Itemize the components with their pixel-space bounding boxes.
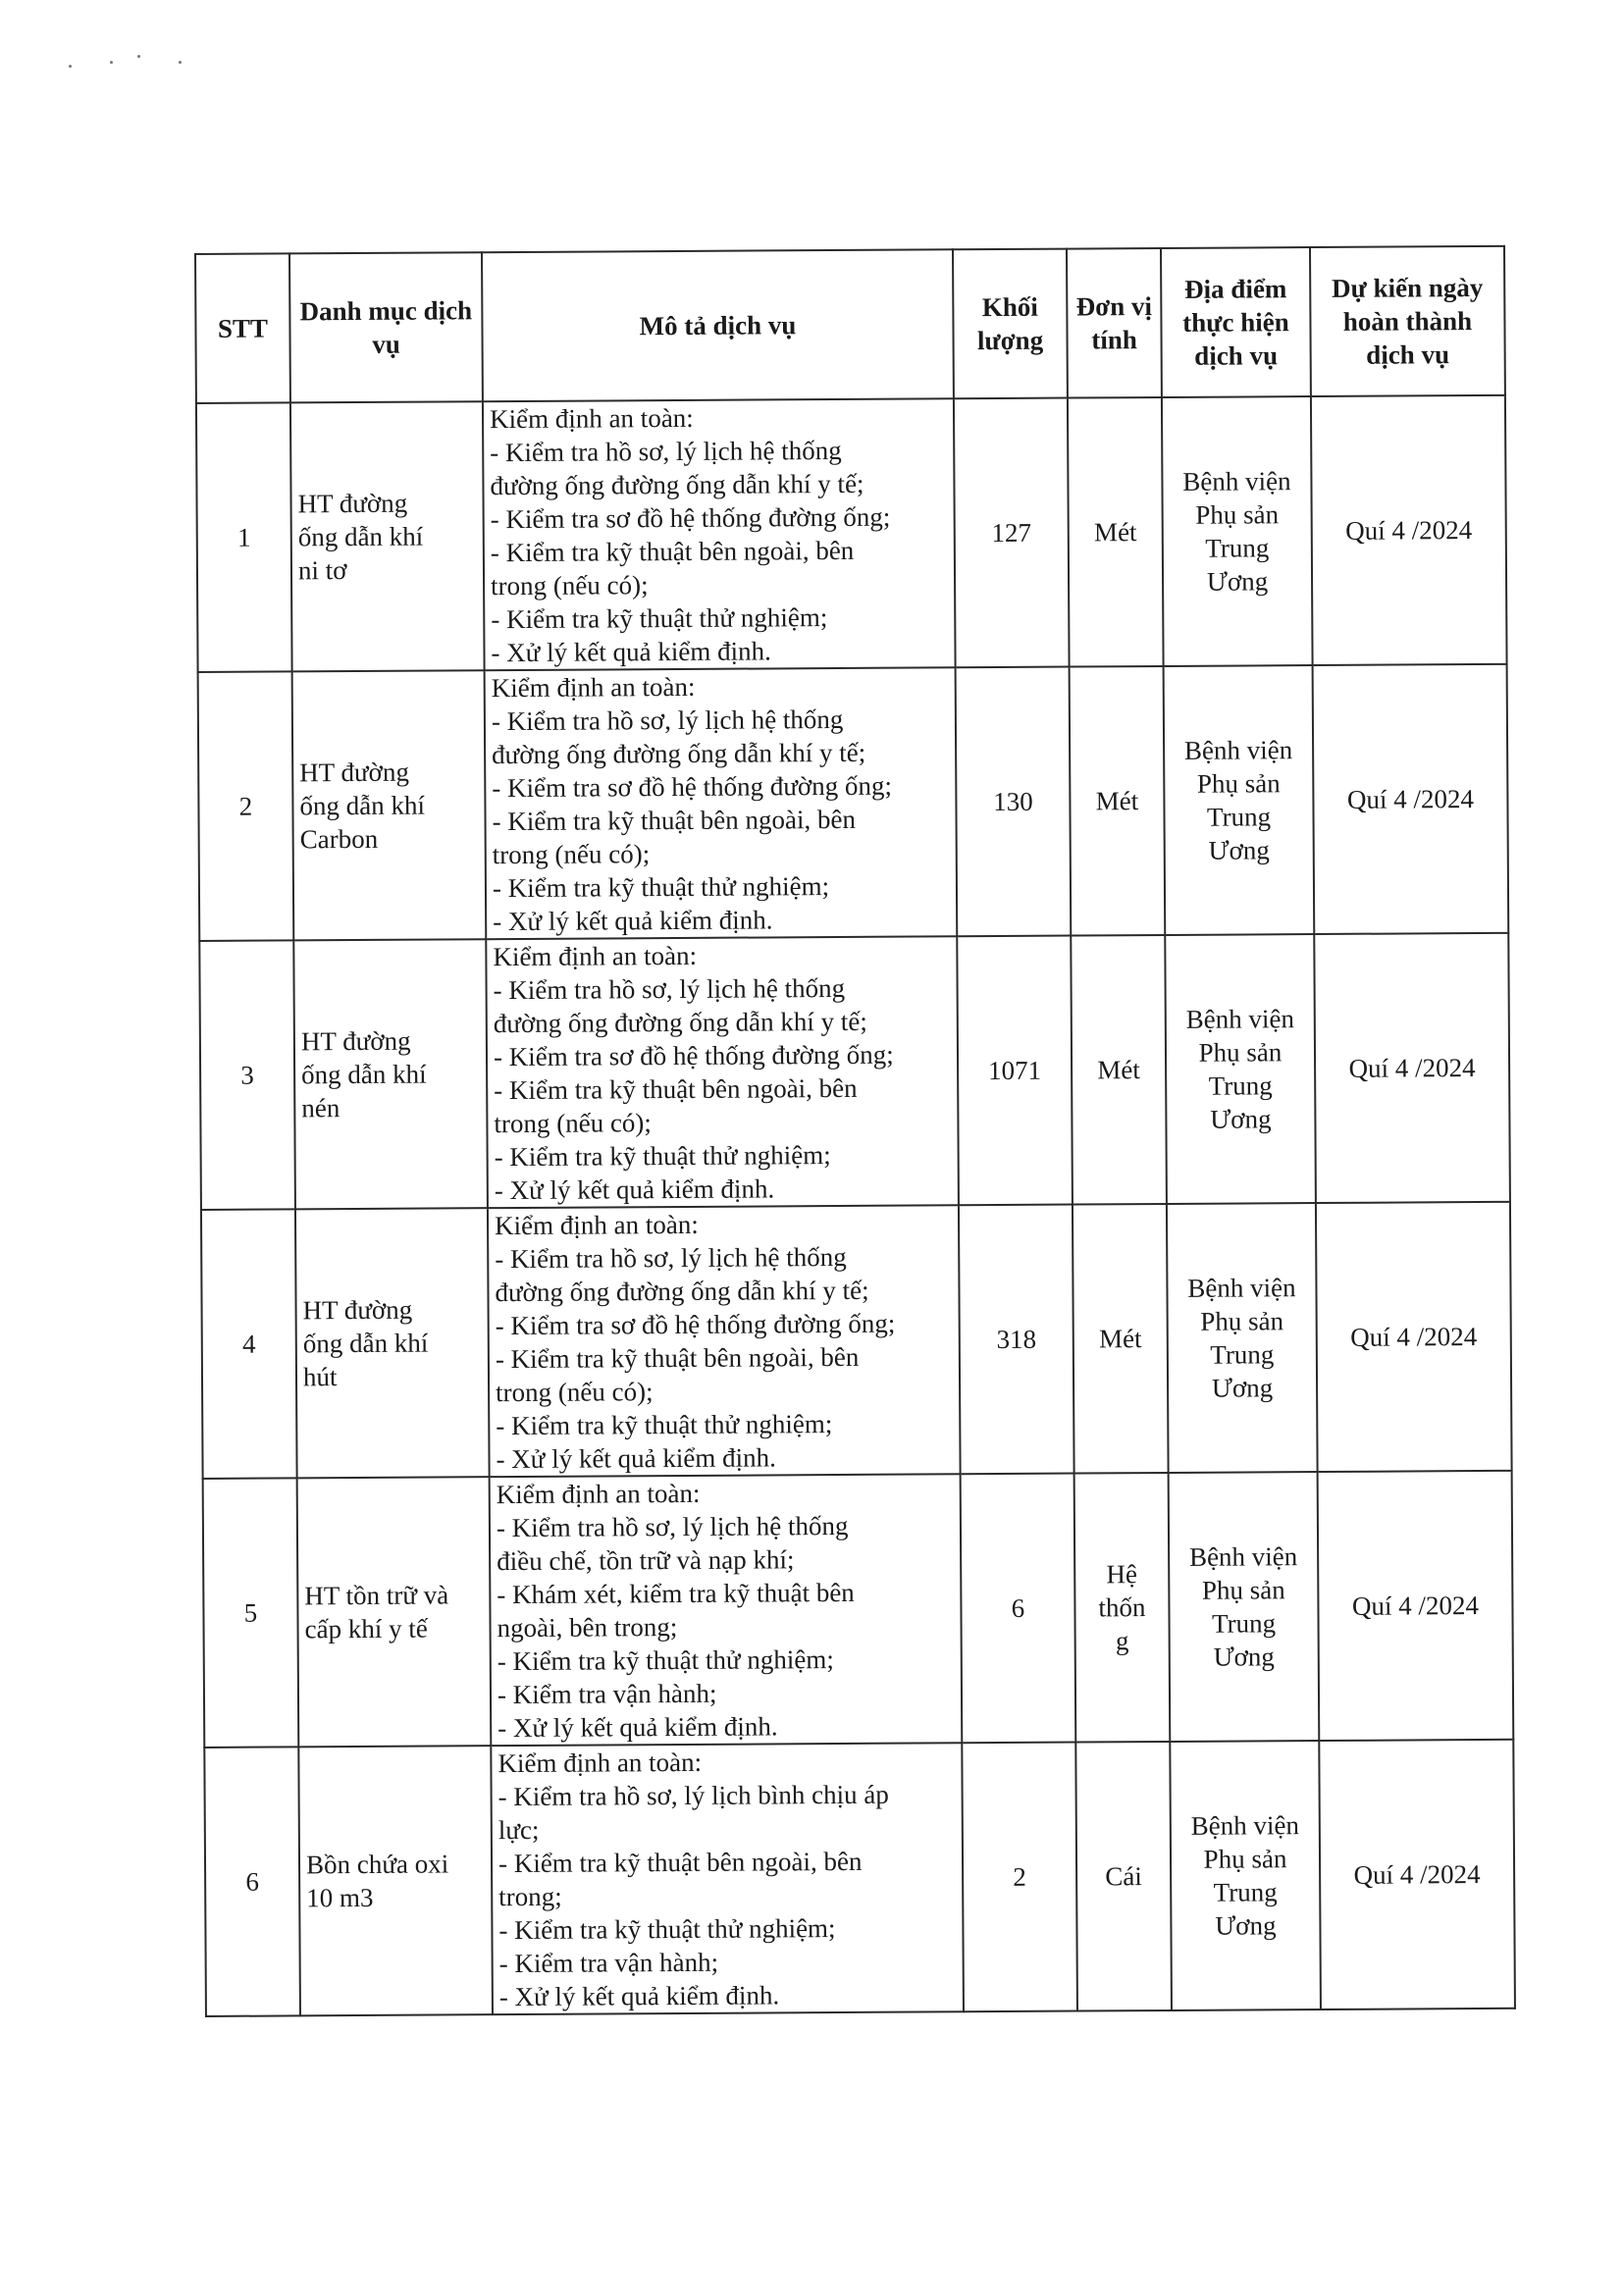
cell-expected-date-text: Quí 4 /2024 — [1351, 1591, 1480, 1621]
cell-stt — [199, 940, 295, 1210]
table-row — [204, 1740, 1515, 2016]
cell-expected-date-text: Quí 4 /2024 — [1346, 784, 1475, 814]
cell-location — [1164, 665, 1315, 935]
cell-location — [1170, 1741, 1321, 2010]
cell-stt-text: 1 — [236, 522, 251, 552]
description-line: - Xử lý kết quả kiểm định. — [493, 905, 773, 937]
cell-category-text: HT đường ống dẫn khí nén — [300, 1025, 427, 1123]
header-unit: Đơn vị tính — [1067, 248, 1162, 398]
cell-category-text: HT đường ống dẫn khí ni tơ — [297, 488, 424, 586]
description-line: - Kiểm tra kỹ thuật bên ngoài, bên — [495, 1341, 860, 1375]
cell-description — [485, 667, 958, 939]
cell-description — [486, 936, 959, 1208]
description-line: Kiểm định an toàn: — [493, 940, 698, 972]
cell-expected-date — [1313, 664, 1509, 934]
cell-expected-date — [1314, 933, 1510, 1203]
cell-unit — [1071, 935, 1167, 1205]
cell-stt-text: 4 — [241, 1329, 256, 1359]
cell-category — [297, 1477, 492, 1747]
cell-category — [295, 1208, 490, 1478]
table-row — [203, 1471, 1514, 1748]
cell-stt-text: 6 — [245, 1866, 259, 1897]
description-line: đường ống đường ống dẫn khí y tế; — [490, 468, 864, 501]
cell-location-text: Bệnh viện Phụ sản Trung Ương — [1190, 1810, 1300, 1941]
description-line: trong (nếu có); — [492, 839, 651, 870]
service-table — [194, 245, 1516, 2017]
header-description: Mô tả dịch vụ — [482, 249, 954, 401]
description-line: đường ống đường ống dẫn khí y tế; — [492, 737, 866, 770]
cell-description — [483, 398, 956, 670]
description-line: - Xử lý kết quả kiểm định. — [491, 636, 771, 668]
cell-category — [292, 670, 487, 940]
scan-speck — [69, 65, 72, 68]
description-line: Kiểm định an toàn: — [491, 671, 696, 704]
cell-unit — [1068, 397, 1164, 667]
cell-quantity-text: 2 — [1013, 1861, 1026, 1892]
cell-location — [1167, 1203, 1318, 1473]
cell-quantity — [957, 936, 1073, 1206]
description-line: - Kiểm tra hồ sơ, lý lịch hệ thống — [496, 1510, 849, 1543]
description-line: - Kiểm tra hồ sơ, lý lịch hệ thống — [491, 704, 844, 737]
description-line: Kiểm định an toàn: — [497, 1747, 703, 1779]
cell-quantity — [962, 1743, 1077, 2012]
cell-quantity-text: 127 — [991, 517, 1032, 548]
description-line: đường ống đường ống dẫn khí y tế; — [493, 1006, 867, 1039]
table-row — [198, 664, 1509, 941]
cell-description — [491, 1743, 964, 2014]
cell-expected-date-text: Quí 4 /2024 — [1350, 1322, 1478, 1352]
cell-stt — [204, 1747, 300, 2016]
cell-unit-text: Mét — [1093, 517, 1137, 548]
description-line: - Xử lý kết quả kiểm định. — [497, 1711, 778, 1744]
description-line: Kiểm định an toàn: — [489, 402, 694, 435]
cell-stt — [201, 1209, 297, 1479]
description-line: trong; — [498, 1881, 562, 1912]
cell-category-text: HT tồn trữ và cấp khí y tế — [304, 1580, 449, 1644]
cell-location — [1162, 396, 1313, 666]
cell-description — [490, 1474, 963, 1746]
cell-stt-text: 3 — [240, 1060, 254, 1090]
cell-location — [1169, 1472, 1320, 1742]
scan-speck — [110, 61, 113, 64]
table-body — [196, 395, 1515, 2016]
cell-unit-text: Cái — [1105, 1861, 1142, 1892]
cell-unit — [1075, 1742, 1172, 2011]
description-line: đường ống đường ống dẫn khí y tế; — [495, 1275, 869, 1308]
cell-description — [488, 1205, 961, 1477]
description-line: - Kiểm tra kỹ thuật bên ngoài, bên — [494, 1072, 858, 1106]
description-line: - Kiểm tra kỹ thuật thử nghiệm; — [491, 602, 828, 635]
cell-stt — [203, 1478, 299, 1748]
description-line: Kiểm định an toàn: — [496, 1478, 701, 1510]
description-line: trong (nếu có); — [494, 1108, 652, 1139]
scan-speck — [179, 61, 182, 64]
description-line: - Kiểm tra sơ đồ hệ thống đường ống; — [495, 1308, 896, 1341]
cell-unit — [1073, 1204, 1169, 1474]
header-expected-date: Dự kiến ngày hoàn thành dịch vụ — [1310, 246, 1505, 396]
description-line: - Kiểm tra sơ đồ hệ thống đường ống; — [490, 501, 891, 535]
cell-category-text: Bồn chứa oxi 10 m3 — [305, 1849, 449, 1913]
cell-expected-date-text: Quí 4 /2024 — [1348, 1053, 1476, 1083]
header-category: Danh mục dịch vụ — [289, 252, 483, 402]
cell-quantity-text: 1071 — [988, 1055, 1042, 1086]
cell-unit-text: Mét — [1097, 1055, 1140, 1085]
cell-expected-date — [1319, 1740, 1515, 2009]
description-line: - Kiểm tra sơ đồ hệ thống đường ống; — [492, 770, 893, 804]
header-stt: STT — [195, 253, 290, 403]
description-line: ngoài, bên trong; — [497, 1612, 678, 1644]
cell-stt-text: 2 — [238, 791, 253, 821]
cell-expected-date-text: Quí 4 /2024 — [1345, 515, 1473, 546]
description-line: - Kiểm tra kỹ thuật thử nghiệm; — [494, 1140, 831, 1173]
header-location: Địa điểm thực hiện dịch vụ — [1161, 247, 1311, 397]
cell-quantity — [961, 1474, 1076, 1744]
description-line: - Kiểm tra hồ sơ, lý lịch hệ thống — [490, 435, 842, 468]
cell-category — [293, 939, 488, 1209]
cell-quantity-text: 6 — [1011, 1592, 1025, 1623]
cell-location-text: Bệnh viện Phụ sản Trung Ương — [1187, 1273, 1296, 1403]
cell-expected-date-text: Quí 4 /2024 — [1353, 1859, 1481, 1890]
description-line: - Kiểm tra kỹ thuật thử nghiệm; — [492, 871, 830, 904]
cell-quantity — [956, 667, 1072, 937]
description-line: - Kiểm tra kỹ thuật thử nghiệm; — [496, 1409, 833, 1441]
cell-category — [290, 401, 485, 671]
description-line: trong (nếu có); — [490, 570, 649, 601]
description-line: - Kiểm tra vận hành; — [497, 1678, 717, 1710]
description-line: điều chế, tồn trữ và nạp khí; — [497, 1544, 795, 1577]
description-line: - Kiểm tra sơ đồ hệ thống đường ống; — [493, 1039, 894, 1072]
description-line: - Kiểm tra hồ sơ, lý lịch bình chịu áp — [497, 1779, 889, 1812]
cell-expected-date — [1316, 1202, 1512, 1472]
description-line: - Kiểm tra kỹ thuật bên ngoài, bên — [497, 1846, 863, 1879]
cell-stt-text: 5 — [243, 1597, 258, 1628]
table-header-row — [195, 246, 1505, 403]
header-quantity: Khối lượng — [953, 249, 1068, 399]
cell-quantity-text: 130 — [993, 786, 1033, 817]
description-line: - Khám xét, kiểm tra kỹ thuật bên — [497, 1577, 855, 1610]
cell-location-text: Bệnh viện Phụ sản Trung Ương — [1183, 735, 1293, 865]
cell-quantity — [959, 1205, 1074, 1475]
cell-quantity-text: 318 — [996, 1324, 1037, 1355]
description-line: trong (nếu có); — [496, 1377, 654, 1408]
cell-stt — [196, 402, 292, 672]
description-line: - Kiểm tra vận hành; — [498, 1947, 719, 1979]
cell-location-text: Bệnh viện Phụ sản Trung Ương — [1185, 1004, 1294, 1134]
cell-quantity — [954, 398, 1070, 668]
cell-category-text: HT đường ống dẫn khí Carbon — [299, 757, 426, 855]
description-line: - Xử lý kết quả kiểm định. — [496, 1442, 776, 1475]
description-line: Kiểm định an toàn: — [494, 1209, 699, 1241]
cell-location-text: Bệnh viện Phụ sản Trung Ương — [1188, 1541, 1298, 1672]
table-row — [199, 933, 1510, 1210]
cell-expected-date — [1311, 395, 1507, 665]
description-line: - Kiểm tra kỹ thuật bên ngoài, bên — [492, 804, 857, 837]
cell-unit — [1070, 666, 1166, 936]
cell-expected-date — [1318, 1471, 1514, 1741]
cell-category — [298, 1746, 493, 2015]
scan-speck — [137, 55, 140, 58]
cell-stt — [198, 671, 294, 941]
table-row — [201, 1202, 1512, 1479]
description-line: - Xử lý kết quả kiểm định. — [494, 1174, 775, 1206]
description-line: - Xử lý kết quả kiểm định. — [498, 1980, 780, 2012]
cell-unit — [1074, 1473, 1171, 1743]
cell-unit-text: Mét — [1098, 1324, 1142, 1354]
cell-location — [1165, 934, 1316, 1204]
description-line: - Kiểm tra hồ sơ, lý lịch hệ thống — [495, 1241, 847, 1275]
table-row — [196, 395, 1507, 672]
description-line: - Kiểm tra kỹ thuật bên ngoài, bên — [490, 535, 855, 568]
cell-location-text: Bệnh viện Phụ sản Trung Ương — [1182, 466, 1291, 597]
description-line: - Kiểm tra kỹ thuật thử nghiệm; — [498, 1913, 836, 1946]
description-line: - Kiểm tra kỹ thuật thử nghiệm; — [497, 1644, 834, 1677]
cell-unit-text: Mét — [1095, 786, 1139, 816]
description-line: lực; — [497, 1814, 540, 1846]
cell-unit-text: Hệ thốn g — [1098, 1559, 1146, 1656]
cell-category-text: HT đường ống dẫn khí hút — [302, 1294, 429, 1392]
description-line: - Kiểm tra hồ sơ, lý lịch hệ thống — [493, 972, 846, 1006]
